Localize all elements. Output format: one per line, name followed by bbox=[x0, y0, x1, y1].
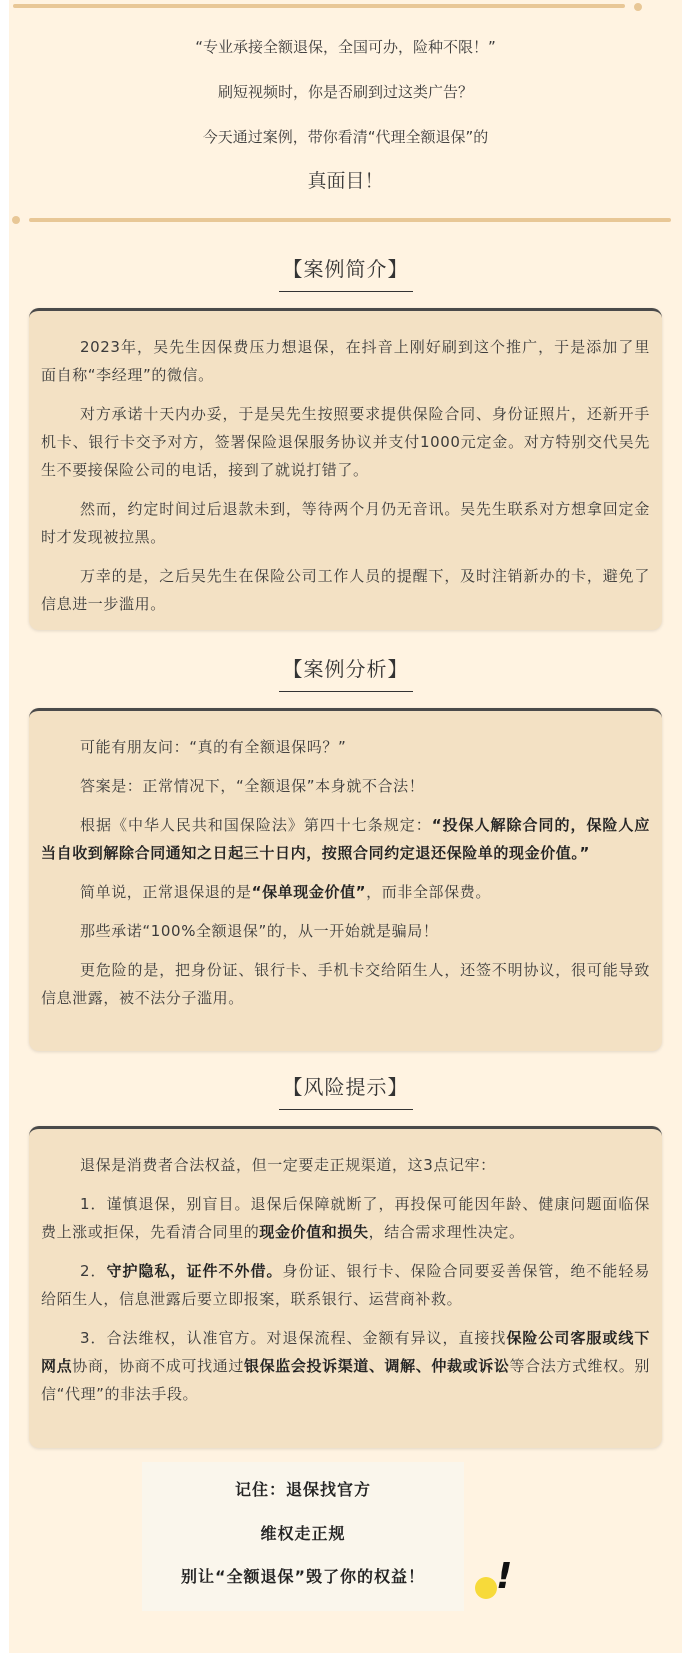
case-intro-card bbox=[29, 308, 662, 630]
title-underline bbox=[279, 1109, 413, 1110]
intro-block bbox=[9, 36, 682, 195]
paragraph: 对方承诺十天内办妥，于是吴先生按照要求提供保险合同、身份证照片，还新开手机卡、银行卡交予对方，签署保险退保服务协议并支付1000元定金。对方特别交代吴先生不要接保险公司的电话，接到了就说打错了。 bbox=[41, 405, 650, 479]
text-run: 协商，协商不成可找通过 bbox=[72, 1357, 245, 1375]
emphasis: 银保监会投诉渠道、调解、仲裁或诉讼 bbox=[244, 1357, 510, 1375]
intro-emphasis: 真面目！ bbox=[307, 170, 384, 192]
text-run: 1．谨慎退保，别盲目。退保后保障就断了，再投保可能因年龄、健康问题面临保费上涨或拒保，先看清合同里的 bbox=[41, 1195, 650, 1241]
emphasis: 保险公司客服或线下网点 bbox=[41, 1329, 651, 1375]
paragraph: 那些承诺“100%全额退保”的，从一开始就是骗局！ bbox=[80, 922, 439, 940]
paragraph: 更危险的是，把身份证、银行卡、手机卡交给陌生人，还签不明协议，很可能导致信息泄露，被不法分子滥用。 bbox=[41, 961, 650, 1007]
bottom-divider-dot bbox=[12, 216, 20, 224]
section-title: 【案例简介】 bbox=[282, 257, 409, 281]
section-title: 【风险提示】 bbox=[282, 1075, 409, 1099]
emphasis: 现金价值和损失 bbox=[259, 1223, 369, 1241]
section-heading-case-intro bbox=[9, 254, 682, 292]
text-run: 身份证、银行卡、保险合同要妥善保管，绝不能轻易给陌生人，信息泄露后要立即报案，联系银行、运营商补救。 bbox=[41, 1262, 650, 1308]
yellow-dot-icon bbox=[475, 1577, 497, 1599]
paragraph: 2023年，吴先生因保费压力想退保，在抖音上刚好刷到这个推广，于是添加了里面自称“李经理”的微信。 bbox=[41, 338, 650, 384]
law-quote: “投保人解除合同的，保险人应当自收到解除合同通知之日起三十日内，按照合同约定退还保险单的现金价值。” bbox=[41, 816, 651, 862]
paragraph: 万幸的是，之后吴先生在保险公司工作人员的提醒下，及时注销新办的卡，避免了信息进一步滥用。 bbox=[41, 567, 650, 613]
emphasis: “保单现金价值” bbox=[251, 883, 367, 901]
intro-lead: 今天通过案例，带你看清“代理全额退保”的 bbox=[202, 128, 489, 146]
section-heading-risk-tips bbox=[9, 1072, 682, 1110]
tip-item bbox=[41, 1190, 650, 1246]
text-run: ，而非全部保费。 bbox=[366, 883, 491, 901]
case-analysis-card bbox=[29, 708, 662, 1051]
reminder-line: 维权走正规 bbox=[260, 1524, 346, 1543]
emphasis: 守护隐私，证件不外借。 bbox=[106, 1262, 283, 1280]
text-run: 3．合法维权，认准官方。对退保流程、金额有异议，直接找 bbox=[80, 1329, 507, 1347]
title-underline bbox=[279, 291, 413, 292]
text-run: 简单说，正常退保退的是 bbox=[80, 883, 252, 901]
top-divider bbox=[13, 4, 625, 8]
paragraph: 答案是：正常情况下，“全额退保”本身就不合法！ bbox=[80, 777, 425, 795]
risk-tips-card bbox=[29, 1126, 662, 1448]
intro-question: 刷短视频时，你是否刷到过这类广告？ bbox=[217, 83, 473, 101]
paragraph: 可能有朋友问：“真的有全额退保吗？” bbox=[80, 738, 347, 756]
exclamation-icon: ! bbox=[496, 1556, 513, 1597]
tip-item bbox=[41, 1257, 650, 1313]
tip-item bbox=[41, 1324, 650, 1408]
reminder-line: 别让“全额退保”毁了你的权益！ bbox=[180, 1567, 426, 1586]
paragraph bbox=[41, 878, 650, 906]
reminder-box bbox=[142, 1462, 464, 1611]
article-page bbox=[9, 0, 682, 1653]
paragraph bbox=[41, 811, 650, 867]
section-heading-case-analysis bbox=[9, 654, 682, 692]
text-run: 等合法方式维权。别信“代理”的非法手段。 bbox=[41, 1357, 651, 1403]
top-divider-dot bbox=[634, 3, 642, 11]
paragraph: 然而，约定时间过后退款未到，等待两个月仍无音讯。吴先生联系对方想拿回定金时才发现被拉黑。 bbox=[41, 500, 650, 546]
text-run: 根据《中华人民共和国保险法》第四十七条规定： bbox=[80, 816, 432, 834]
text-run: 2． bbox=[80, 1262, 107, 1280]
title-underline bbox=[279, 691, 413, 692]
intro-quote: “专业承接全额退保，全国可办，险种不限！” bbox=[195, 38, 496, 56]
bottom-divider bbox=[29, 218, 671, 222]
section-title: 【案例分析】 bbox=[282, 657, 409, 681]
reminder-line: 记住：退保找官方 bbox=[234, 1480, 371, 1499]
text-run: ，结合需求理性决定。 bbox=[368, 1223, 525, 1241]
paragraph: 退保是消费者合法权益，但一定要走正规渠道，这3点记牢： bbox=[80, 1156, 496, 1174]
